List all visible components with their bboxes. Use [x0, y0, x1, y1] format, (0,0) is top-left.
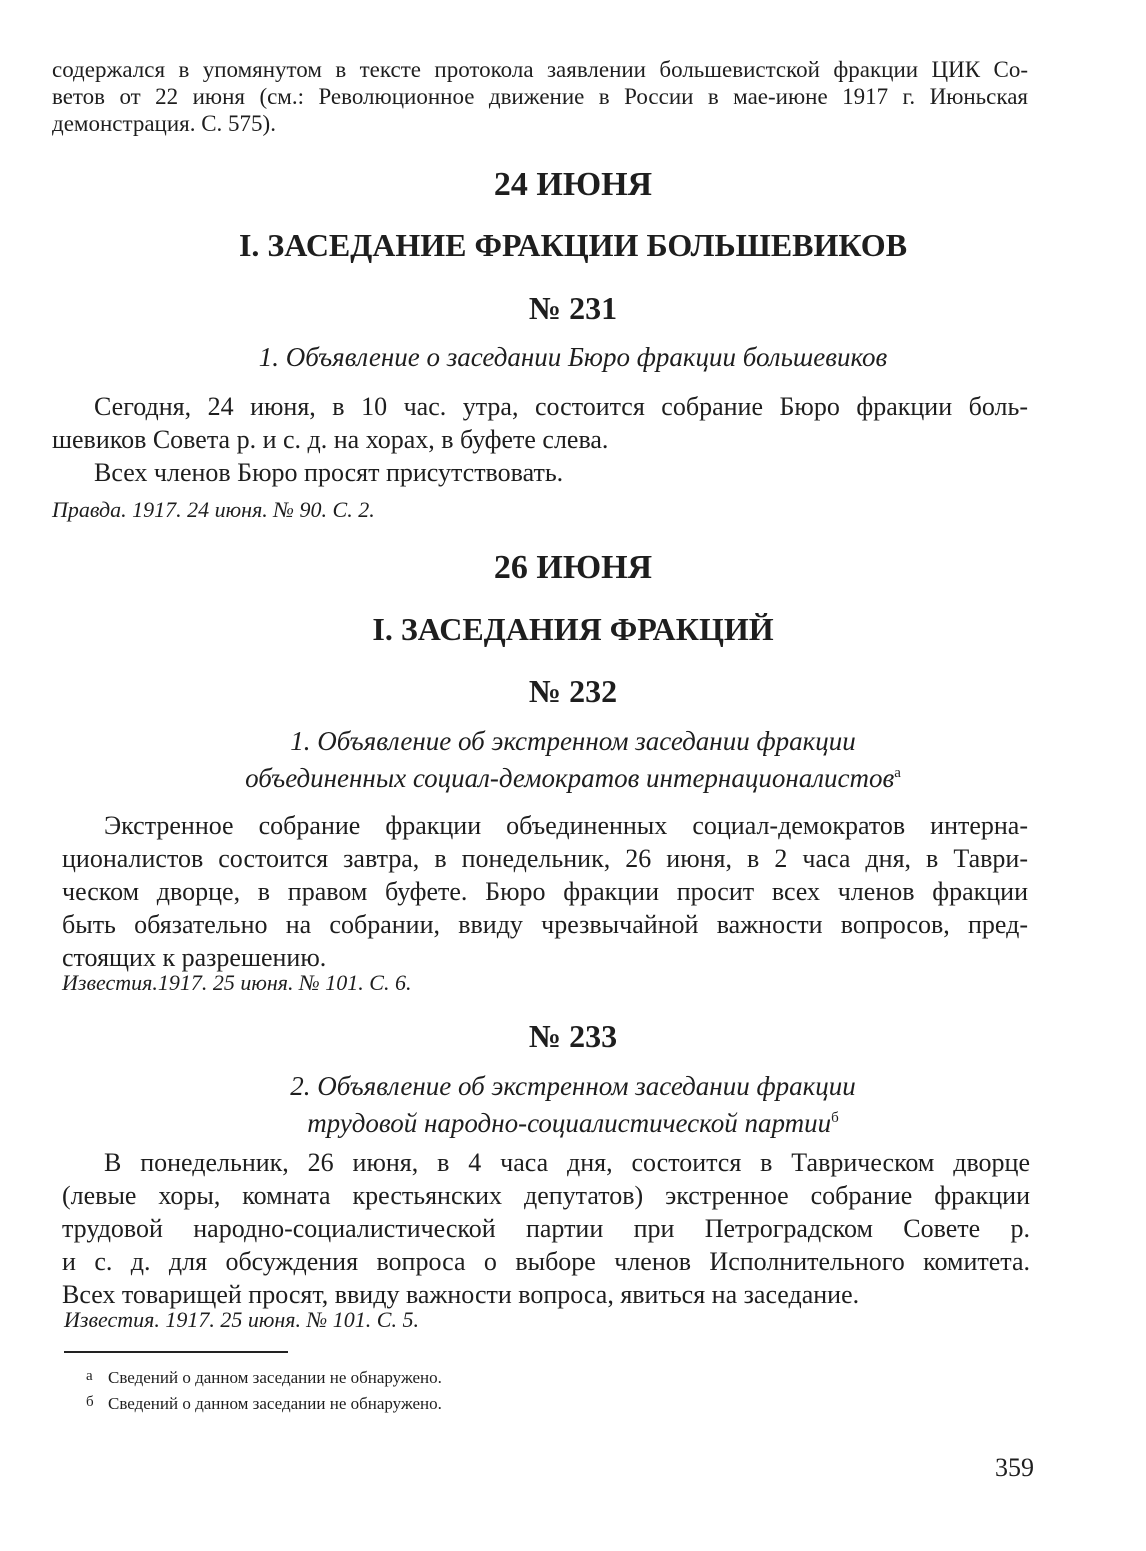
document-body-231: [52, 390, 1028, 489]
footnote-mark: а: [86, 1368, 93, 1384]
body-line: шевиков Совета р. и с. д. на хорах, в буфете слева.: [52, 425, 609, 454]
title-line: 2. Объявление об экстренном заседании фракции: [290, 1071, 856, 1101]
body-line: Всех товарищей просят, ввиду важности вопроса, явиться на заседание.: [62, 1280, 860, 1309]
document-number-232: № 232: [528, 673, 618, 709]
footnote-divider: [64, 1351, 288, 1353]
body-line: Сегодня, 24 июня, в 10 час. утра, состоится собрание Бюро фракции боль-: [94, 392, 1028, 421]
body-line: В понедельник, 26 июня, в 4 часа дня, состоится в Таврическом дворце: [104, 1148, 1030, 1177]
intro-line: содержался в упомянутом в тексте протокола заявлении большевистской фракции ЦИК Со-: [52, 57, 1028, 82]
body-line: Экстренное собрание фракции объединенных социал-демократов интерна-: [104, 811, 1028, 840]
document-number-231: № 231: [528, 290, 618, 326]
body-line: ческом дворце, в правом буфете. Бюро фракции просит всех членов фракции: [62, 877, 1028, 906]
title-line-text: трудовой народно-социалистической партии: [307, 1108, 832, 1138]
footnote-mark: б: [86, 1394, 94, 1410]
body-line: ционалистов состоится завтра, в понедельник, 26 июня, в 2 часа дня, в Таври-: [62, 844, 1028, 873]
footnote-a: [86, 1368, 442, 1388]
title-line: 1. Объявление об экстренном заседании фракции: [290, 726, 856, 756]
date-heading-24-june: 24 ИЮНЯ: [493, 166, 653, 203]
document-number-233: № 233: [528, 1018, 618, 1054]
footnote-marker-b: б: [831, 1110, 839, 1126]
intro-line: демонстрация. С. 575).: [52, 111, 276, 136]
document-title-231: 1. Объявление о заседании Бюро фракции большевиков: [258, 342, 888, 372]
section-heading-factions: I. ЗАСЕДАНИЯ ФРАКЦИЙ: [372, 611, 774, 647]
body-line: быть обязательно на собрании, ввиду чрезвычайной важности вопросов, пред-: [62, 910, 1028, 939]
title-line-text: объединенных социал-демократов интернационалистов: [245, 763, 895, 793]
footnote-text: Сведений о данном заседании не обнаружено.: [108, 1394, 442, 1413]
body-line: Всех членов Бюро просят присутствовать.: [94, 458, 564, 487]
body-line: стоящих к разрешению.: [62, 943, 327, 972]
body-line: трудовой народно-социалистической партии при Петроградском Совете р.: [62, 1214, 1030, 1243]
section-heading-bolsheviks: I. ЗАСЕДАНИЕ ФРАКЦИИ БОЛЬШЕВИКОВ: [238, 227, 908, 263]
footnote-marker-a: а: [894, 765, 901, 781]
body-line: и с. д. для обсуждения вопроса о выборе членов Исполнительного комитета.: [62, 1247, 1030, 1276]
source-citation-232: Известия.1917. 25 июня. № 101. С. 6.: [62, 970, 412, 995]
footnote-b: [86, 1394, 442, 1414]
document-title-232: [0, 725, 1146, 794]
document-body-233: [62, 1146, 1030, 1311]
document-body-232: [62, 809, 1028, 974]
source-citation-233: Известия. 1917. 25 июня. № 101. С. 5.: [64, 1307, 419, 1332]
footnote-text: Сведений о данном заседании не обнаружено.: [108, 1368, 442, 1387]
document-title-233: [0, 1070, 1146, 1139]
intro-paragraph: [52, 56, 1028, 137]
page-number: 359: [995, 1453, 1034, 1482]
source-citation-231: Правда. 1917. 24 июня. № 90. С. 2.: [52, 497, 375, 522]
title-line: [0, 1102, 1146, 1139]
title-line: [0, 757, 1146, 794]
intro-line: ветов от 22 июня (см.: Революционное движение в России в мае-июне 1917 г. Июньская: [52, 84, 1028, 109]
body-line: (левые хоры, комната крестьянских депутатов) экстренное собрание фракции: [62, 1181, 1030, 1210]
date-heading-26-june: 26 ИЮНЯ: [493, 549, 653, 586]
